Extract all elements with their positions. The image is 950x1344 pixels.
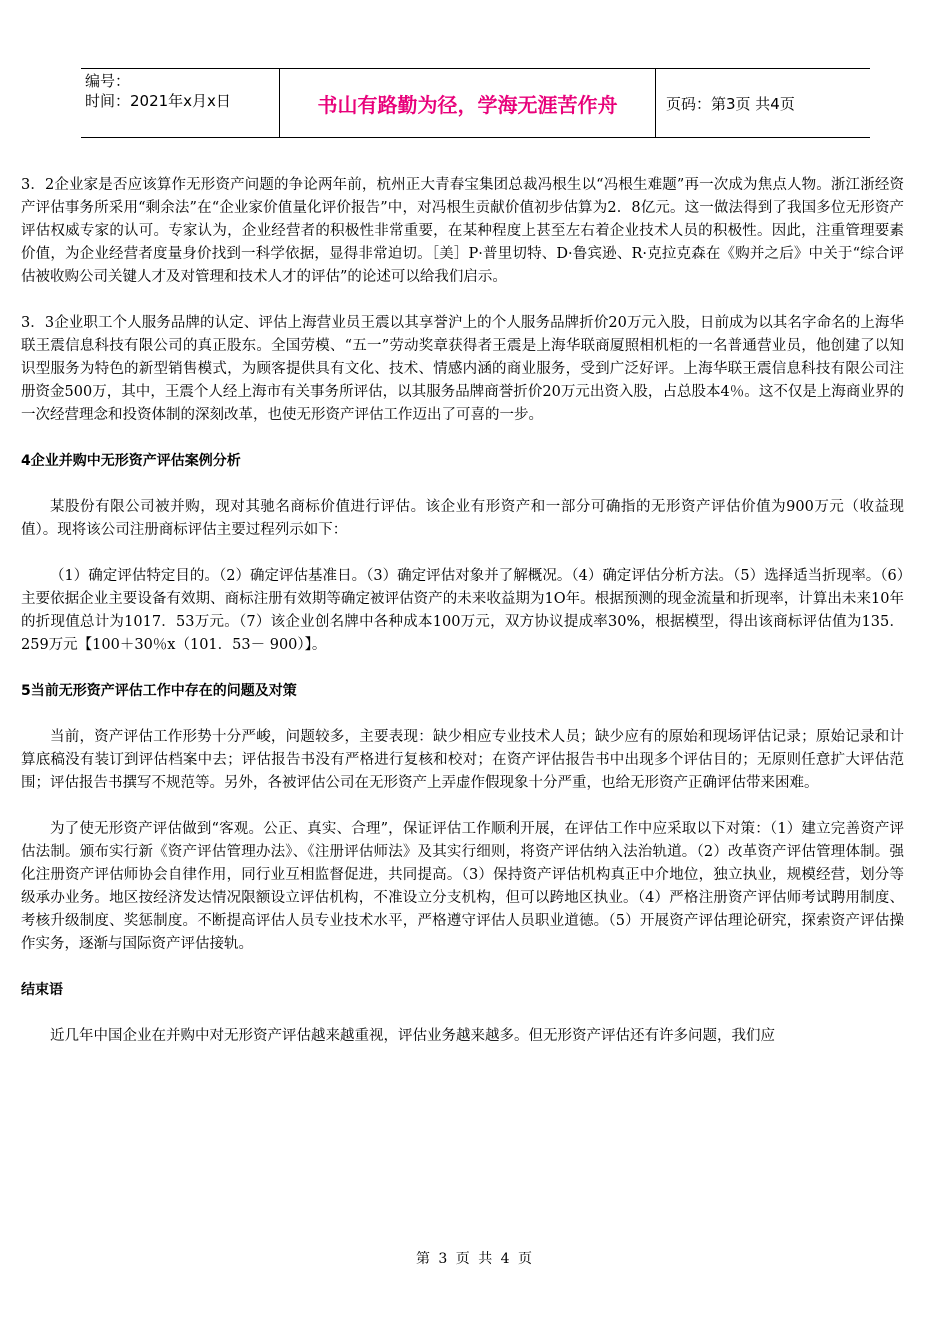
paragraph-problems: 当前，资产评估工作形势十分严峻，问题较多，主要表现：缺少相应专业技术人员；缺少应有的原始和现场评估记录；原始记录和计算底稿没有装订到评估档案中去；评估报告书没有严格进行复核和校对；在资产评估报告书中出现多个评估目的；无原则任意扩大评估范围；评估报告书撰写不规范等。另外，各被评估公司在无形资产上弄虚作假现象十分严重，也给无形资产正确评估带来困难。	[21, 729, 904, 791]
paragraph-countermeasures: 为了使无形资产评估做到“客观。公正、真实、合理”，保证评估工作顺利开展，在评估工作中应采取以下对策：（1）建立完善资产评估法制。颁布实行新《资产评估管理办法》、《注册评估师法》及其实行细则，将资产评估纳入法治轨道。（2）改革资产评估管理体制。强化注册资产评估师协会自律作用，同行业互相监督促进，共同提高。（3）保持资产评估机构真正中介地位，独立执业，规模经营，划分等级承办业务。地区按经济发达情况限额设立评估机构，不准设立分支机构，但可以跨地区执业。（4）严格注册资产评估师考试聘用制度、考核升级制度、奖惩制度。不断提高评估人员专业技术水平，严格遵守评估人员职业道德。（5）开展资产评估理论研究，探索资产评估操作实务，逐渐与国际资产评估接轨。	[21, 821, 904, 952]
paragraph-3-3: 3．3企业职工个人服务品牌的认定、评估上海营业员王震以其享誉沪上的个人服务品牌折价20万元入股，日前成为以其名字命名的上海华联王震信息科技有限公司的真正股东。全国劳模、“五一”劳动奖章获得者王震是上海华联商厦照相机柜的一名普通营业员，他创建了以知识型服务为特色的新型销售模式，为顾客提供具有文化、技术、情感内涵的商业服务，受到广泛好评。上海华联王震信息科技有限公司注册资金500万，其中，王震个人经上海市有关事务所评估，以其服务品牌商誉折价20万元出资入股，占总股本4％。这不仅是上海商业界的一次经营理念和投资体制的深刻改革，也使无形资产评估工作迈出了可喜的一步。	[21, 315, 904, 423]
header-page-info: 页码：第3页 共4页	[666, 94, 795, 113]
section-heading-5: 5当前无形资产评估工作中存在的问题及对策	[21, 683, 297, 699]
page-footer: 第 3 页 共 4 页	[415, 1251, 535, 1267]
section-heading-4: 4企业并购中无形资产评估案例分析	[21, 453, 241, 469]
paragraph-3-2: 3．2企业家是否应该算作无形资产问题的争论两年前，杭州正大青春宝集团总裁冯根生以“冯根生难题”再一次成为焦点人物。浙江浙经资产评估事务所采用“剩余法”在“企业家价值量化评价报告”中，对冯根生贡献价值初步估算为2．8亿元。这一做法得到了我国多位无形资产评估权威专家的认可。专家认为，企业经营者的积极性非常重要，在某种程度上甚至左右着企业技术人员的积极性。因此，注重管理要素价值，为企业经营者度量身价找到一科学依据，显得非常迫切。［美］P·普里切特、D·鲁宾逊、R·克拉克森在《购并之后》中关于“综合评估被收购公司关键人才及对管理和技术人才的评估”的论述可以给我们启示。	[21, 177, 904, 285]
header-date: 时间：2021年x月x日	[85, 92, 231, 110]
paragraph-case-steps: （1）确定评估特定目的。（2）确定评估基准日。（3）确定评估对象并了解概况。（4）确定评估分析方法。（5）选择适当折现率。（6）主要依据企业主要设备有效期、商标注册有效期等确定被评估资产的未来收益期为1O年。根据预测的现金流量和折现率，计算出未来10年的折现值总计为1017．53万元。（7）该企业创名牌中各种成本100万元，双方协议提成率30%，根据模型，得出该商标评估值为135．259万元【100＋30％x（101．53－ 900）】。	[21, 568, 904, 653]
header-meta	[81, 69, 280, 137]
document-body	[21, 174, 904, 1071]
header-motto: 书山有路勤为径，学海无涯苦作舟	[280, 69, 656, 137]
header-number-label: 编号：	[85, 72, 131, 90]
paragraph-case-intro: 某股份有限公司被并购，现对其驰名商标价值进行评估。该企业有形资产和一部分可确指的无形资产评估价值为900万元（收益现值）。现将该公司注册商标评估主要过程列示如下：	[21, 499, 904, 538]
paragraph-conclusion: 近几年中国企业在并购中对无形资产评估越来越重视，评估业务越来越多。但无形资产评估还有许多问题，我们应	[50, 1028, 775, 1044]
section-heading-conclusion: 结束语	[21, 982, 63, 998]
page-header	[81, 68, 870, 138]
